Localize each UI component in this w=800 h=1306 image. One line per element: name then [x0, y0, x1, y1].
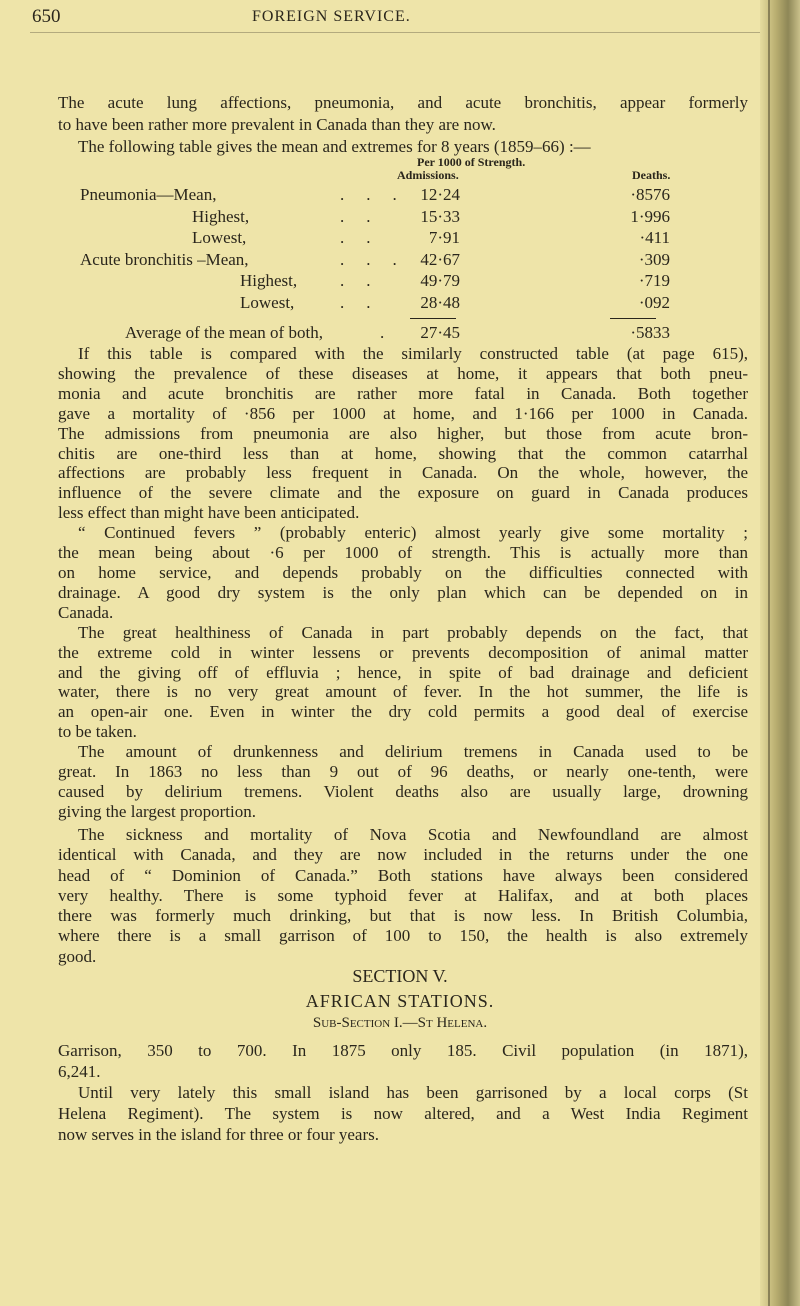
row-label: Highest,: [240, 271, 298, 290]
text-line: chitis are one-third less than at home, showing that the common catarrhal: [58, 443, 748, 463]
row-label: Acute bronchitis –Mean,: [80, 249, 249, 269]
sum-rule-admissions: [410, 318, 456, 319]
st-helena-paragraph: [58, 1040, 748, 1145]
row-admissions: 42·67: [420, 249, 460, 269]
row-label: Lowest,: [192, 228, 247, 247]
text-line: The admissions from pneumonia are also higher, but those from acute bron-: [58, 423, 748, 443]
text-line: there was formerly much drinking, but that is now less. In British Columbia,: [58, 906, 748, 926]
text-line: The following table gives the mean and extremes for 8 years (1859–66) :—: [78, 137, 591, 156]
section-subtitle: AFRICAN STATIONS.: [305, 991, 495, 1011]
row-deaths: 1·996: [630, 206, 670, 226]
row-deaths: ·092: [638, 292, 670, 312]
text-line: and the giving off of effluvia ; hence, in spite of bad drainage and deficient: [58, 662, 748, 682]
body-paragraphs: [58, 344, 748, 822]
row-deaths: ·719: [638, 271, 670, 290]
section-title: SECTION V.: [352, 966, 448, 986]
page-number: 650: [32, 6, 61, 27]
text-line: 6,241.: [58, 1062, 101, 1081]
text-line: where there is a small garrison of 100 to 150, the health is also extremely: [58, 926, 748, 946]
row-deaths: ·309: [638, 249, 670, 269]
text-line: affections are probably less frequent in Canada. On the whole, however, the: [58, 463, 748, 483]
text-line: to have been rather more prevalent in Canada than they are now.: [58, 115, 496, 134]
text-line: less effect than might have been anticipated.: [58, 503, 360, 523]
row-label: Highest,: [192, 206, 250, 226]
row-admissions: 12·24: [420, 185, 460, 204]
leader-dots: ...: [340, 185, 419, 204]
column-header-admissions: Admissions.: [397, 168, 459, 182]
text-line: the extreme cold in winter lessens or prevents decomposition of animal matter: [58, 642, 748, 662]
text-line: “ Continued fevers ” (probably enteric) almost yearly give some mortality ;: [78, 523, 748, 543]
average-deaths: ·5833: [630, 323, 670, 342]
text-line: an open-air one. Even in winter the dry cold permits a good deal of exercise: [58, 702, 748, 722]
text-line: Garrison, 350 to 700. In 1875 only 185. Civil population (in 1871),: [58, 1041, 748, 1060]
sum-rule-deaths: [610, 318, 656, 319]
row-admissions: 28·48: [420, 292, 460, 312]
table-row: [80, 271, 720, 293]
table-row: [80, 228, 720, 250]
text-line: The great healthiness of Canada in part probably depends on the fact, that: [78, 622, 748, 642]
column-header-deaths: Deaths.: [632, 168, 671, 182]
page-binding-edge: [760, 0, 800, 1306]
table-row: [80, 185, 720, 207]
leader-dots: ..: [340, 228, 393, 247]
text-line: the mean being about ·6 per 1000 of strength. This is actually more than: [58, 543, 748, 563]
intro-paragraph: [58, 92, 748, 158]
text-line: now serves in the island for three or four years.: [58, 1125, 380, 1144]
text-line: The amount of drunkenness and delirium tremens in Canada used to be: [78, 742, 748, 762]
text-line: monia and acute bronchitis are rather more fatal in Canada. Both together: [58, 383, 748, 403]
text-line: influence of the severe climate and the exposure on guard in Canada produces: [58, 483, 748, 503]
row-admissions: 49·79: [420, 271, 460, 290]
text-line: caused by delirium tremens. Violent deaths also are usually large, drowning: [58, 781, 748, 801]
leader-dots: ...: [340, 249, 419, 269]
table-row: [80, 250, 720, 272]
row-label: Pneumonia—Mean,: [80, 185, 217, 204]
average-label: Average of the mean of both,: [125, 323, 323, 342]
header-rule: [30, 32, 760, 33]
text-line: water, there is no very great amount of fever. In the hot summer, the life is: [58, 682, 748, 702]
text-line: Until very lately this small island has been garrisoned by a local corps (St: [78, 1083, 748, 1102]
text-line: identical with Canada, and they are now included in the returns under the one: [58, 845, 748, 865]
text-line: drainage. A good dry system is the only plan which can be depended on in: [58, 582, 748, 602]
row-deaths: ·8576: [630, 185, 670, 204]
table-row: [80, 207, 720, 229]
text-line: head of “ Dominion of Canada.” Both stations have always been considered: [58, 865, 748, 885]
text-line: great. In 1863 no less than 9 out of 96 deaths, or nearly one-tenth, were: [58, 762, 748, 782]
text-line: The sickness and mortality of Nova Scotia and Newfoundland are almost: [78, 825, 748, 844]
row-label: Lowest,: [240, 292, 295, 312]
table-row: [80, 293, 720, 315]
text-line: very healthy. There is some typhoid fever at Halifax, and at both places: [58, 885, 748, 905]
text-line: Helena Regiment). The system is now altered, and a West India Regiment: [58, 1104, 748, 1123]
text-line: giving the largest proportion.: [58, 801, 256, 821]
leader-dots: ..: [340, 271, 393, 290]
text-line: to be taken.: [58, 722, 137, 742]
row-admissions: 15·33: [420, 206, 460, 226]
text-line: good.: [58, 946, 97, 966]
row-deaths: ·411: [639, 228, 670, 247]
text-line: on home service, and depends probably on the difficulties connected with: [58, 562, 748, 582]
leader-dots: ..: [340, 206, 393, 226]
text-line: gave a mortality of ·856 per 1000 at home, and 1·166 per 1000 in Canada.: [58, 403, 748, 423]
text-line: Canada.: [58, 602, 114, 622]
subsection-title: Sub-Section I.—St Helena.: [312, 1015, 488, 1031]
text-line: If this table is compared with the similarly constructed table (at page 615),: [78, 344, 748, 363]
page-edge-line: [768, 0, 770, 1306]
text-line: showing the prevalence of these diseases at home, it appears that both pneu-: [58, 363, 748, 383]
text-line: The acute lung affections, pneumonia, and acute bronchitis, appear formerly: [58, 93, 748, 112]
running-head: FOREIGN SERVICE.: [252, 8, 411, 25]
nova-scotia-paragraph: [58, 825, 748, 967]
row-admissions: 7·91: [428, 228, 460, 247]
table-group-header: Per 1000 of Strength.: [417, 155, 526, 169]
average-admissions: 27·45: [420, 323, 460, 342]
leader-dots: ..: [340, 292, 393, 312]
table-average-row: Average of the mean of both, . 27·45 ·5833: [125, 323, 670, 342]
